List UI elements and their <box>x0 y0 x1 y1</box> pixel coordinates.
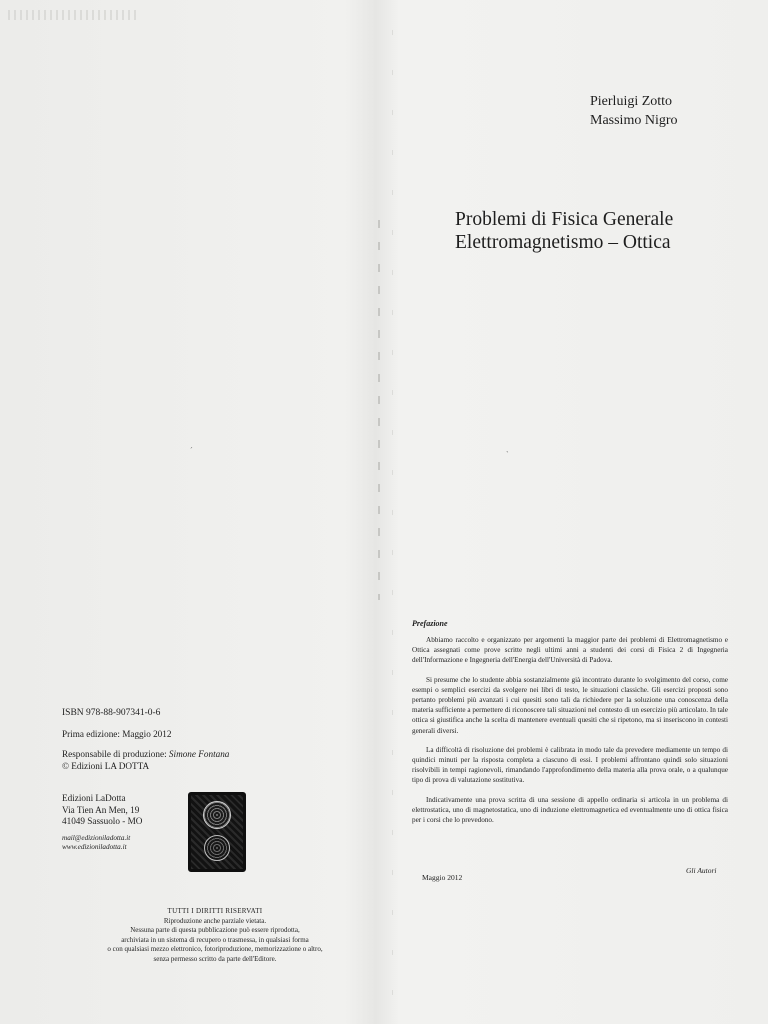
rights-line: Nessuna parte di questa pubblicazione può essere riprodotta, <box>130 926 300 935</box>
preface-paragraph: La difficoltà di risoluzione dei problemi è calibrata in modo tale da prevedere mediamente un tempo di quindici minuti per la risposta completa a ciascuno di essi. I problemi affrontano quindi solo situazioni risolvibili in tempi ragionevoli, rimandando l'approfondimento della materia alla prova orale, o a qualunque tipo di prova di valutazione sostitutiva. <box>412 745 728 785</box>
email-link: mail@edizioniladotta.it <box>62 834 131 842</box>
scan-speck: ˊ <box>190 446 193 455</box>
edition-date: Prima edizione: Maggio 2012 <box>62 728 172 739</box>
rights-notice <box>80 907 350 965</box>
isbn: ISBN 978-88-907341-0-6 <box>62 708 161 718</box>
stamp-seal-icon <box>204 835 230 861</box>
publisher-line: Edizioni LaDotta <box>62 793 126 803</box>
page-gutter <box>378 220 380 600</box>
preface-signature: Gli Autori <box>686 866 717 875</box>
siae-stamp <box>188 792 246 872</box>
rights-line: Riproduzione anche parziale vietata. <box>163 916 267 925</box>
preface-paragraph: Si presume che lo studente abbia sostanzialmente già incontrato durante lo svolgimento del corso, come esempi o semplici esercizi da svolgere nei libri di testo, le situazioni classiche. Gli esercizi proposti sono pertanto problemi più avanzati i cui quesiti sono tali da richiedere per la soluzione una conoscenza della materia sufficiente a permettere di riconoscere tali situazioni nel contesto di un esercizio più articolato. In tale ottica si giustifica anche la scelta di mantenere eventuali quesiti che si ripetono, ma si inseriscono in contesti generali diversi. <box>412 675 728 735</box>
author-names <box>590 92 678 130</box>
book-title-line: Elettromagnetismo – Ottica <box>455 232 671 253</box>
colophon <box>62 708 229 772</box>
rights-line: o con qualsiasi mezzo elettronico, fotoriproduzione, memorizzazione o altro, <box>107 945 323 954</box>
scan-speck: ˋ <box>506 450 509 459</box>
preface-paragraph: Indicativamente una prova scritta di una sessione di appello ordinaria si articola in un problema di elettrostatica, uno di magnetostatica, uno di induzione elettromagnetica ed eventualmente uno di ottica fisica per i corsi che lo prevedono. <box>412 795 728 825</box>
author-name: Massimo Nigro <box>590 113 678 128</box>
stamp-seal-icon <box>203 801 231 829</box>
preface <box>412 619 728 834</box>
scan-noise <box>8 10 138 20</box>
rights-line: senza permesso scritto da parte dell'Editore. <box>153 954 277 963</box>
production-name: Simone Fontana <box>168 749 230 759</box>
publisher-line: 41049 Sassuolo - MO <box>62 816 143 826</box>
preface-date: Maggio 2012 <box>422 873 463 882</box>
book-title <box>455 208 673 254</box>
production-label: Responsabile di produzione: <box>62 749 169 759</box>
website-link: www.edizioniladotta.it <box>62 843 127 851</box>
book-title-line: Problemi di Fisica Generale <box>455 209 674 230</box>
rights-title: TUTTI I DIRITTI RISERVATI <box>167 907 263 915</box>
copyright-line: © Edizioni LA DOTTA <box>62 760 150 771</box>
preface-paragraph: Abbiamo raccolto e organizzato per argomenti la maggior parte dei problemi di Elettromagnetismo e Ottica assegnati come prove scritte negli ultimi anni a studenti dei corsi di Fisica 2 di Ingegneria dell'Informazione e Ingegneria dell'Energia dell'Università di Padova. <box>412 636 728 665</box>
publisher-line: Via Tien An Men, 19 <box>62 804 140 815</box>
production-credit <box>62 749 229 761</box>
publisher-contacts <box>62 834 130 852</box>
page-gutter-shadow <box>392 30 393 1010</box>
preface-heading: Prefazione <box>412 619 448 628</box>
publisher-address <box>62 793 142 828</box>
author-name: Pierluigi Zotto <box>590 94 673 109</box>
rights-line: archiviata in un sistema di recupero o trasmessa, in qualsiasi forma <box>121 935 309 944</box>
